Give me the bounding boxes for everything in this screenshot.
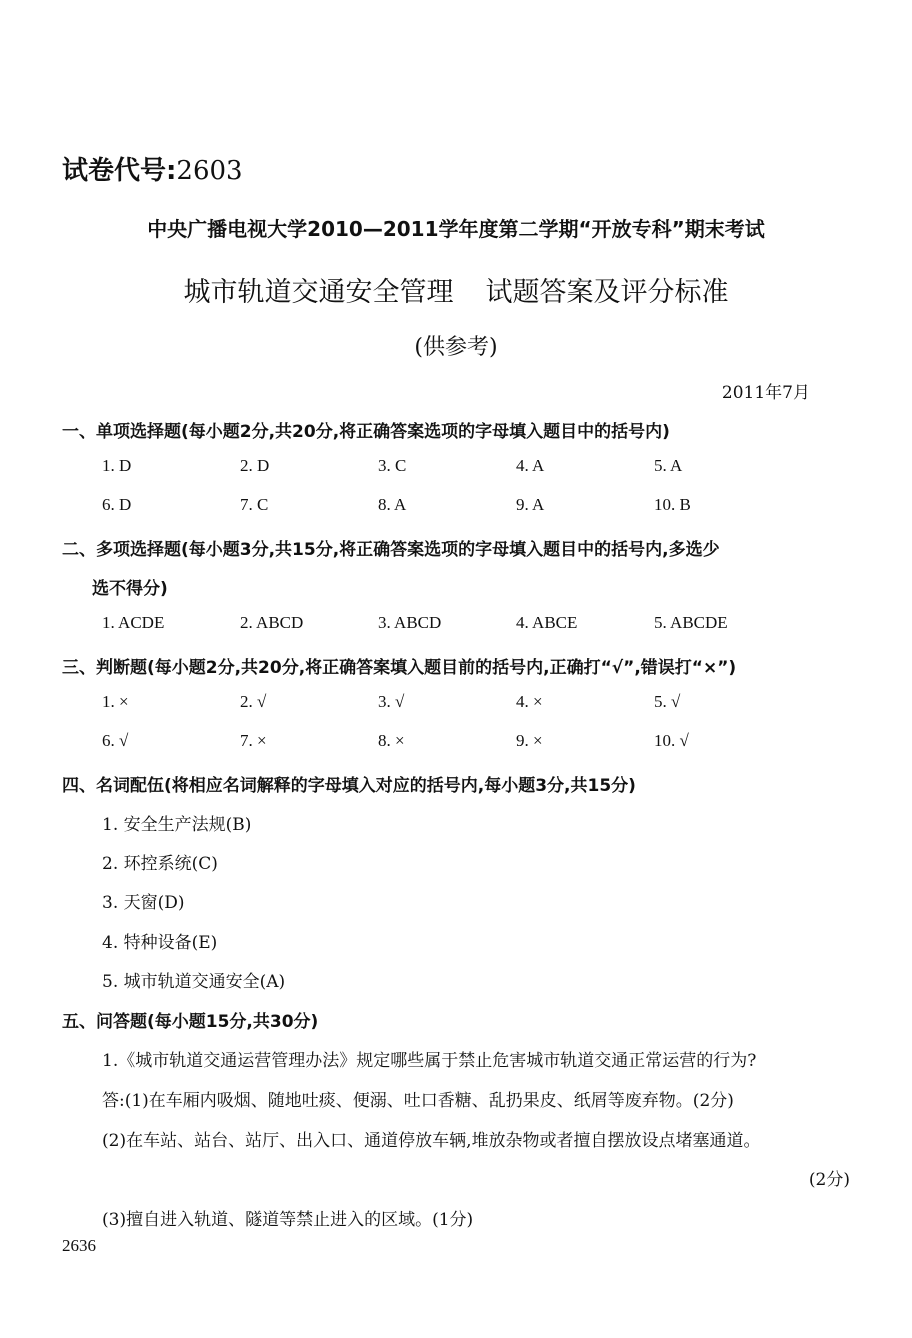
s3-answer-7: 7. × <box>240 731 267 750</box>
exam-code-label: 试卷代号 <box>62 156 167 186</box>
s4-item-3: 3. 天窗(D) <box>102 893 185 913</box>
s5-answer-2-score: (2分) <box>808 1170 850 1190</box>
s3-answer-4: 4. × <box>516 692 543 711</box>
s3-answer-1: 1. × <box>102 692 129 711</box>
s1-answer-6: 6. D <box>102 495 132 514</box>
exam-code-colon: : <box>166 156 177 186</box>
section4-heading: 四、名词配伍(将相应名词解释的字母填入对应的括号内,每小题3分,共15分) <box>62 776 636 796</box>
s4-item-1: 1. 安全生产法规(B) <box>102 815 252 835</box>
s3-answer-3: 3. √ <box>378 692 405 711</box>
page-title <box>0 270 912 309</box>
s1-answer-2: 2. D <box>240 456 270 475</box>
s3-answer-5: 5. √ <box>654 692 681 711</box>
exam-code <box>62 150 243 187</box>
s1-answer-4: 4. A <box>516 456 545 475</box>
s5-answer-2: (2)在车站、站台、站厅、出入口、通道停放车辆,堆放杂物或者擅自摆放设点堵塞通道。 <box>102 1131 761 1151</box>
s5-answer-3: (3)擅自进入轨道、隧道等禁止进入的区域。(1分) <box>102 1210 474 1230</box>
s3-answer-8: 8. × <box>378 731 405 750</box>
s2-answer-2: 2. ABCD <box>240 613 304 632</box>
section2-heading: 二、多项选择题(每小题3分,共15分,将正确答案选项的字母填入题目中的括号内,多选少 <box>62 540 720 560</box>
s2-answer-5: 5. ABCDE <box>654 613 728 632</box>
title-doc: 试题答案及评分标准 <box>485 277 729 308</box>
s3-answer-10: 10. √ <box>654 731 689 750</box>
s3-answer-2: 2. √ <box>240 692 267 711</box>
s5-question-1: 1.《城市轨道交通运营管理办法》规定哪些属于禁止危害城市轨道交通正常运营的行为? <box>102 1051 757 1071</box>
exam-date: 2011年7月 <box>721 383 810 403</box>
s2-answer-4: 4. ABCE <box>516 613 578 632</box>
subtitle: (供参考) <box>414 335 498 360</box>
s3-answer-6: 6. √ <box>102 731 129 750</box>
section1-heading: 一、单项选择题(每小题2分,共20分,将正确答案选项的字母填入题目中的括号内) <box>62 422 670 442</box>
s4-item-4: 4. 特种设备(E) <box>102 933 218 953</box>
s1-answer-10: 10. B <box>654 495 691 514</box>
s2-answer-1: 1. ACDE <box>102 613 165 632</box>
s5-answer-1: 答:(1)在车厢内吸烟、随地吐痰、便溺、吐口香糖、乱扔果皮、纸屑等废弃物。(2分) <box>102 1091 734 1111</box>
section5-heading: 五、问答题(每小题15分,共30分) <box>62 1012 319 1032</box>
s1-answer-9: 9. A <box>516 495 545 514</box>
title-course: 城市轨道交通安全管理 <box>183 277 454 308</box>
s1-answer-5: 5. A <box>654 456 683 475</box>
s4-item-2: 2. 环控系统(C) <box>102 854 218 874</box>
s1-answer-3: 3. C <box>378 456 407 475</box>
s1-answer-1: 1. D <box>102 456 132 475</box>
exam-line: 中央广播电视大学2010—2011学年度第二学期“开放专科”期末考试 <box>147 217 765 241</box>
s1-answer-7: 7. C <box>240 495 269 514</box>
page-number: 2636 <box>62 1236 96 1255</box>
s2-answer-3: 3. ABCD <box>378 613 442 632</box>
section3-heading: 三、判断题(每小题2分,共20分,将正确答案填入题目前的括号内,正确打“√”,错误打“×”) <box>62 658 737 678</box>
s1-answer-8: 8. A <box>378 495 407 514</box>
s3-answer-9: 9. × <box>516 731 543 750</box>
section2-heading-cont: 选不得分) <box>92 579 168 599</box>
s4-item-5: 5. 城市轨道交通安全(A) <box>102 972 286 992</box>
exam-code-value: 2603 <box>176 156 243 186</box>
